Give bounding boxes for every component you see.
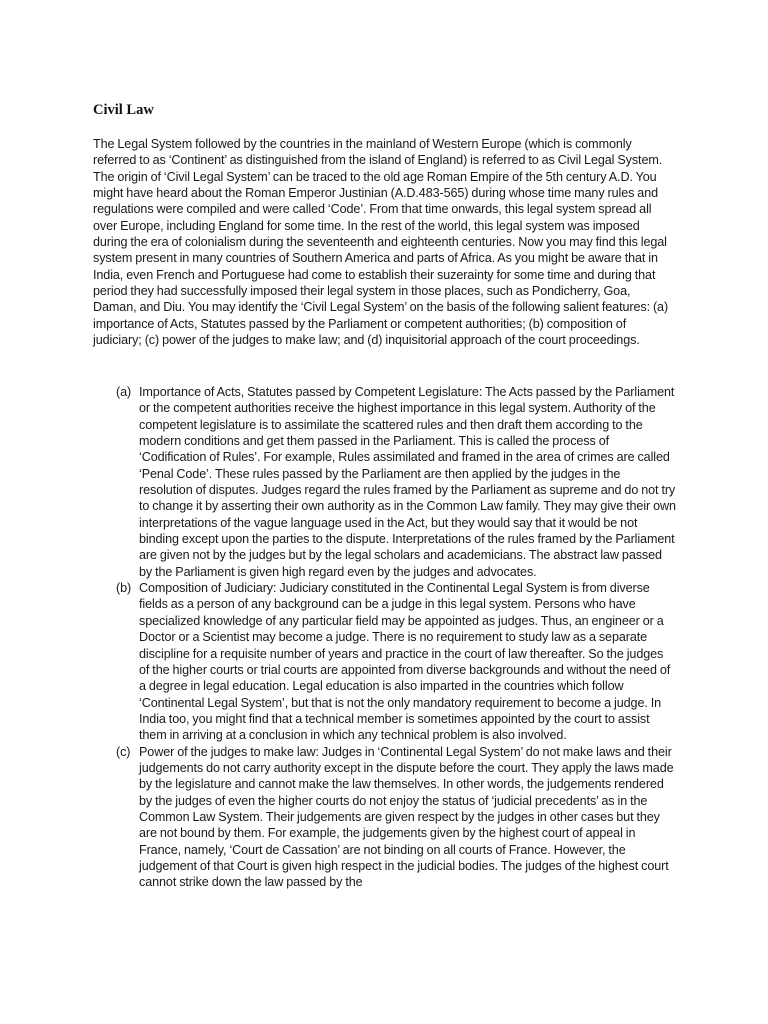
list-item-text: Composition of Judiciary: Judiciary constituted in the Continental Legal System is from diverse fields as a person of any background can be a judge in this legal system. Persons who have specialized knowledge of any particular field may be appointed as judges. Thus, an engineer or a Doctor or a Scientist may become a judge. There is no requirement to study law as a separate discipline for a requisite number of years and practice in the court of law thereafter. So the judges of the higher courts or trial courts are appointed from diverse backgrounds and without the need of a degree in legal education. Legal education is also imparted in the countries which follow ‘Continental Legal System’, but that is not the only mandatory requirement to become a judge. In India too, you might find that a technical member is sometimes appointed by the court to assist them in arriving at a conclusion in which any technical problem is also involved. — [139, 581, 671, 743]
list-item-text: Importance of Acts, Statutes passed by Competent Legislature: The Acts passed by the Parliament or the competent authorities receive the highest importance in this legal system. Authority of the competent legislature is to assimilate the scattered rules and then draft them according to the modern conditions and get them passed in the Parliament. This is called the process of ‘Codification of Rules’. For example, Rules assimilated and framed in the area of crimes are called ‘Penal Code’. These rules passed by the Parliament are then applied by the judges in the resolution of disputes. Judges regard the rules framed by the Parliament as supreme and do not try to change it by asserting their own authority as in the Common Law family. They may give their own interpretations of the vague language used in the Act, but they would say that it would be not binding except upon the parties to the dispute. Interpretations of the rules framed by the Parliament are given not by the judges but by the legal scholars and academicians. The abstract law passed by the Parliament is given high regard even by the judges and advocates. — [139, 385, 676, 579]
document-title: Civil Law — [93, 102, 154, 118]
features-list — [116, 384, 676, 891]
list-item-a — [116, 384, 676, 580]
list-item-text: Power of the judges to make law: Judges in ‘Continental Legal System’ do not make laws and their judgements do not carry authority except in the dispute before the court. They apply the laws made by the legislature and cannot make the law themselves. In other words, the judgements rendered by the judges of even the higher courts do not enjoy the status of ‘judicial precedents’ as in the Common Law System. Their judgements are given respect by the judges in other cases but they are not bound by them. For example, the judgements given by the highest court of appeal in France, namely, ‘Court de Cassation’ are not binding on all courts of France. However, the judgement of that Court is given high respect in the judicial bodies. The judges of the highest court cannot strike down the law passed by the — [139, 744, 674, 890]
list-item-b — [116, 580, 676, 743]
intro-paragraph: The Legal System followed by the countries in the mainland of Western Europe (which is commonly referred to as ‘Continent’ as distinguished from the island of England) is referred to as Civil Legal System. The origin of ‘Civil Legal System’ can be traced to the old age Roman Empire of the 5th century A.D. You might have heard about the Roman Emperor Justinian (A.D.483-565) during whose time many rules and regulations were compiled and were called ‘Code’. From that time onwards, this legal system spread all over Europe, including England for some time. In the rest of the world, this legal system was imposed during the era of colonialism during the seventeenth and eighteenth centuries. Now you may find this legal system present in many countries of Southern America and parts of Africa. As you might be aware that in India, even French and Portuguese had come to establish their suzerainty for some time and during that period they had successfully imposed their legal system in those places, such as Pondicherry, Goa, Daman, and Diu. You may identify the ‘Civil Legal System’ on the basis of the following salient features: (a) importance of Acts, Statutes passed by the Parliament or competent authorities; (b) composition of judiciary; (c) power of the judges to make law; and (d) inquisitorial approach of the court proceedings. — [93, 137, 669, 348]
list-item-c — [116, 744, 676, 891]
list-marker: (b) — [116, 581, 132, 596]
list-marker: (c) — [116, 744, 131, 759]
list-marker: (a) — [116, 385, 132, 399]
